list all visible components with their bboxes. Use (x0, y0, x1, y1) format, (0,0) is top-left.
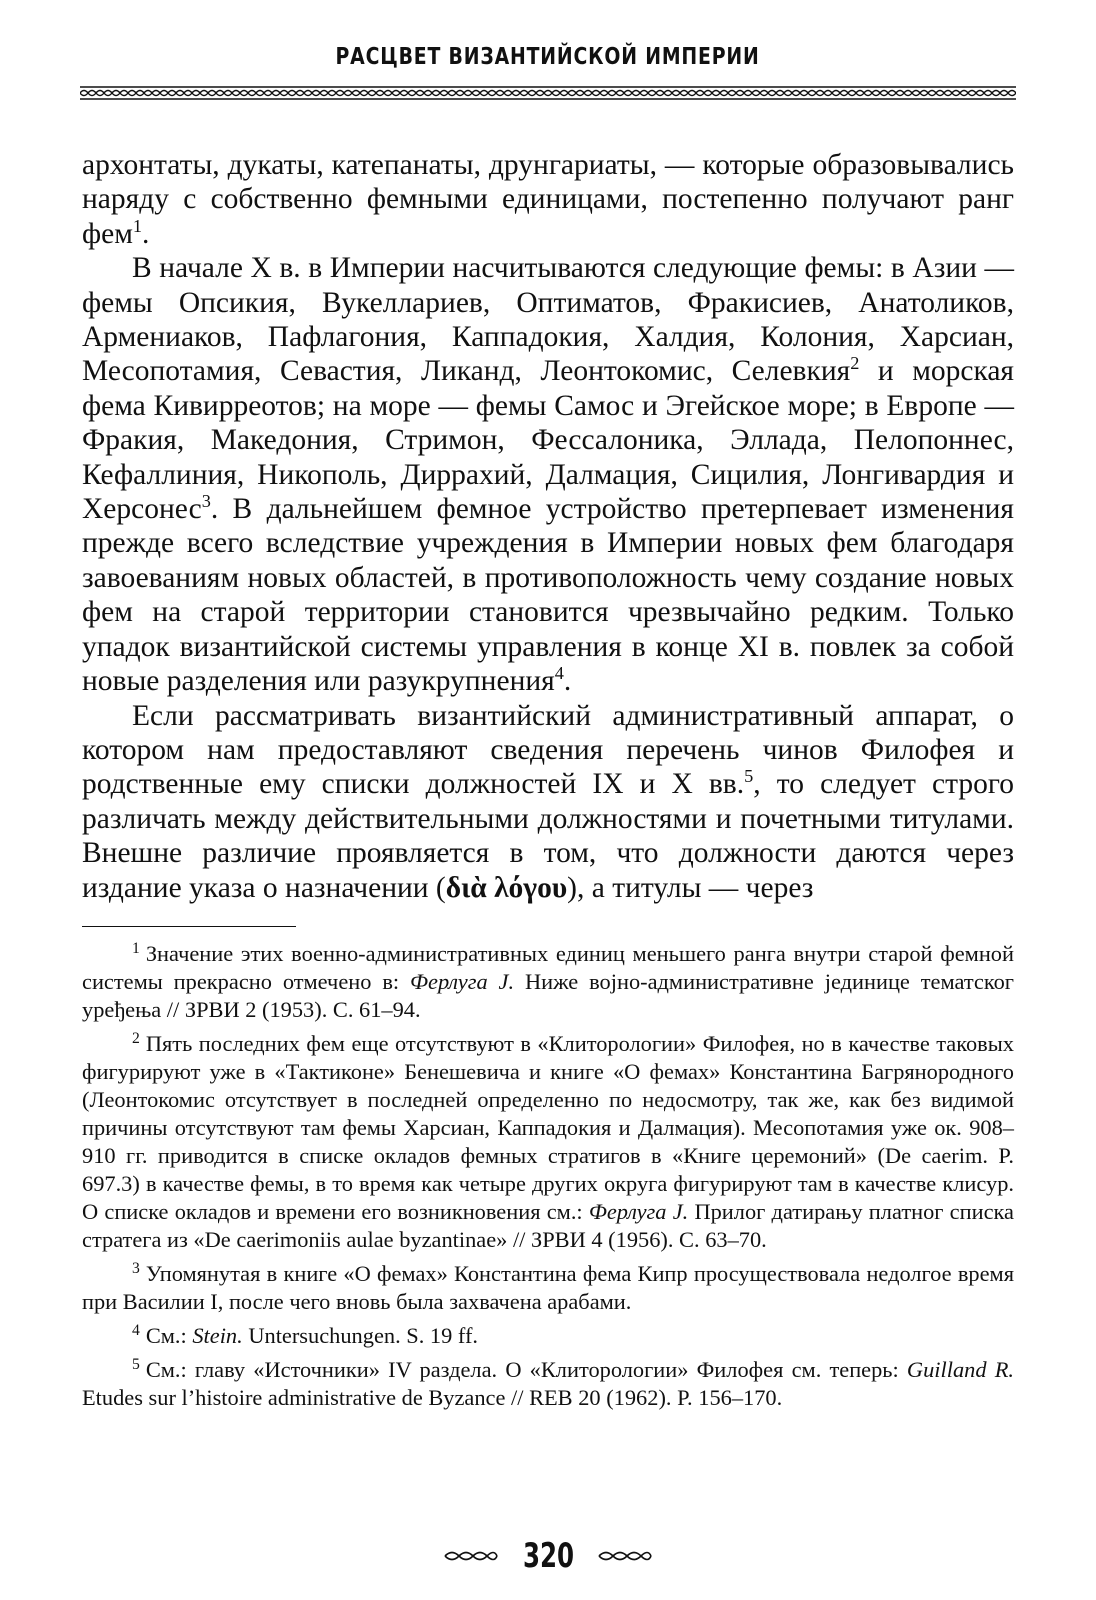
footnote-text: Пять последних фем еще отсутствуют в «Клиторологии» Филофея, но в качестве таковых фигурируют уже в «Тактиконе» Бенешевича и книге «О фемах» Константина Багрянородного (Леонтокомис отсутствует в последней определенно по недосмотру, так же, как без видимой причины отсутствуют там фемы Харсиан, Каппадокия и Далмация). Месопотамия уже ок. 908–910 гг. приводится в списке окладов фемных стратигов в «Книге церемоний» (De caerim. P. 697.3) в качестве фемы, в то время как четыре других округа фигурируют там в качестве клисур. О списке окладов и времени его возникновения см.: (82, 1031, 1014, 1224)
footnote-ref-3: 3 (201, 491, 211, 512)
footnote-citation: Untersuchungen. S. 19 ff. (242, 1323, 479, 1348)
paragraph-3 (82, 699, 1014, 905)
footnote-author: Ферлуга Ј. (410, 969, 515, 994)
footnote-5 (82, 1356, 1014, 1412)
footnote-author: Ферлуга Ј. (588, 1199, 689, 1224)
paragraph-2-text-a: В начале X в. в Империи насчитываются следующие фемы: в Азии — фемы Опсикия, Вукеллариев, Оптиматов, Фракисиев, Анатоликов, Армениаков, Пафлагония, Каппадокия, Халдия, Колония, Харсиан, Месопотамия, Севастия, Ликанд, Леонтокомис, Селевкия (82, 252, 1014, 388)
running-header (80, 44, 1016, 70)
footnote-number: 2 (132, 1029, 140, 1047)
left-ornament-icon (443, 1548, 499, 1564)
paragraph-2-text-b: и морская фема Кивирреотов; на море — фемы Самос и Эгейское море; в Европе — Фракия, Македония, Стримон, Фессалоника, Эллада, Пелопоннес, Кефаллиния, Никополь, Диррахий, Далмация, Сицилия, Лонгивардия и Херсонес (82, 355, 1014, 526)
paragraph-3-text-c: ), а титулы — через (567, 871, 814, 904)
footnote-ref-4: 4 (554, 663, 564, 684)
footnote-ref-5: 5 (744, 766, 754, 787)
footnote-text: Упомянутая в книге «О фемах» Константина фема Кипр просуществовала недолгое время при Василии I, после чего вновь была захвачена арабами. (82, 1261, 1014, 1314)
footnote-text: Значение этих военно-административных единиц меньшего ранга внутри старой фемной системы прекрасно отмечено в: (82, 941, 1014, 994)
footnote-author: Stein. (192, 1323, 243, 1348)
main-text (82, 148, 1014, 905)
paragraph-3-text-b: , то следует строго различать между действительными должностями и почетными титулами. Внешне различие проявляется в том, что должности даются через издание указа о назначении ( (82, 768, 1014, 904)
footnote-citation: Ниже војно-административне јединице тематског уређења // ЗРВИ 2 (1953). С. 61–94. (82, 969, 1014, 1022)
footnote-number: 5 (132, 1355, 140, 1373)
running-title: РАСЦВЕТ ВИЗАНТИЙСКОЙ ИМПЕРИИ (335, 44, 761, 70)
paragraph-1 (82, 148, 1014, 251)
paragraph-1-text: архонтаты, дукаты, катепанаты, друнгариаты, — которые образовывались наряду с собственно фемными единицами, постепенно получают ранг фем (82, 149, 1014, 250)
footnote-ref-1: 1 (132, 215, 143, 236)
footnote-citation: Etudes sur l’histoire administrative de Byzance // REB 20 (1962). P. 156–170. (82, 1385, 783, 1410)
footnote-ref-2: 2 (850, 353, 860, 374)
paragraph-2-text-c: . В дальнейшем фемное устройство претерпевает изменения прежде всего вследствие учреждения в Империи новых фем благодаря завоеваниям новых областей, в противоположность чему создание новых фем на старой территории становится чрезвычайно редким. Только упадок византийской системы управления в конце XI в. повлек за собой новые разделения или разукрупнения (82, 493, 1014, 698)
footnotes (82, 940, 1014, 1418)
header-ornament-band (80, 86, 1016, 100)
right-ornament-icon (597, 1548, 653, 1564)
footnote-4 (82, 1322, 1014, 1350)
greek-phrase: διὰ λόγου (445, 871, 568, 904)
footnote-text: См.: (145, 1323, 193, 1348)
footnote-number: 1 (132, 939, 140, 957)
paragraph-2 (82, 251, 1014, 698)
page-number: 320 (522, 1536, 574, 1576)
footnote-number: 3 (132, 1259, 140, 1277)
footnote-number: 4 (132, 1321, 140, 1339)
footnote-2 (82, 1030, 1014, 1254)
footnote-text: См.: главу «Источники» IV раздела. О «Клиторологии» Филофея см. теперь: (145, 1357, 907, 1382)
footnote-author: Guilland R. (906, 1357, 1014, 1382)
footnote-citation: Прилог датирању платног списка стратега из «De caerimoniis aulae byzantinae» // ЗРВИ 4 (1956). С. 63–70. (82, 1199, 1014, 1252)
footnote-3 (82, 1260, 1014, 1316)
paragraph-3-text-a: Если рассматривать византийский административный аппарат, о котором нам предоставляют сведения перечень чинов Филофея и родственные ему списки должностей IX и X вв. (82, 699, 1014, 801)
footnote-separator (82, 926, 296, 927)
page-footer (0, 1536, 1096, 1576)
footnote-1 (82, 940, 1014, 1024)
paragraph-1-end: . (142, 217, 150, 250)
paragraph-2-end: . (563, 665, 572, 698)
